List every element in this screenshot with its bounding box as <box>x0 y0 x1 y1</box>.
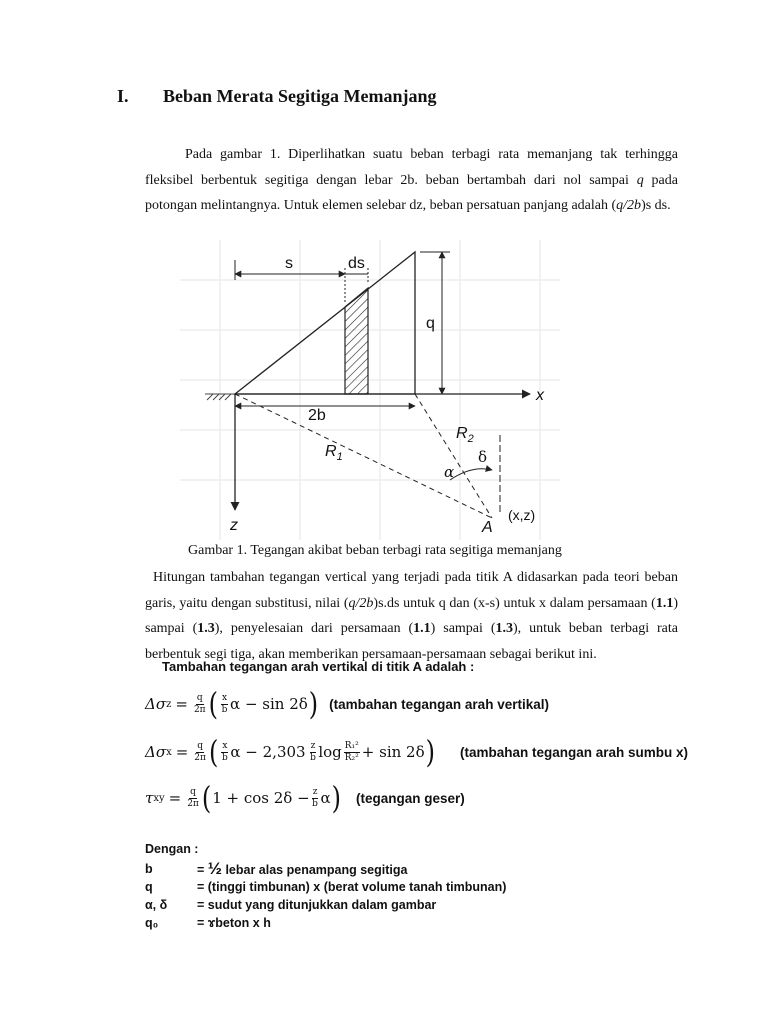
def-val: = ½ lebar alas penampang segitiga <box>197 859 408 878</box>
label-x: x <box>536 387 544 404</box>
eq1-note: (tambahan tegangan arah vertikal) <box>329 696 549 712</box>
eq1-body: α − sin 2δ <box>230 695 308 713</box>
eq1-lhs-sub: z <box>166 698 172 710</box>
section-heading <box>117 86 436 107</box>
p2-t6: ), untuk beban terbagi rata berbentuk segi tiga, akan memberikan persamaan-persamaan sebagai berikut ini. <box>145 621 679 662</box>
definition-row <box>145 914 506 932</box>
label-r2: $R_2$ <box>456 425 474 445</box>
p2-ref1b: 1.1 <box>413 621 431 636</box>
def-val: = ɤbeton x h <box>197 916 271 930</box>
triangle-load-figure <box>180 240 580 540</box>
eq3-lhs-sub: xy <box>153 792 165 804</box>
p1-text-a: Pada gambar 1. Diperlihatkan suatu beban terbagi rata memanjang tak terhingga fleksibel berbentuk segitiga dengan lebar 2b. beban bertambah dari nol sampai <box>145 147 678 188</box>
definitions-title: Dengan : <box>145 842 199 856</box>
body-paragraph <box>145 565 678 667</box>
p1-q: q <box>636 172 644 188</box>
section-number: I. <box>117 86 129 106</box>
p2-frac: q/2b <box>348 595 374 611</box>
eq2-lhs: Δσ <box>145 743 167 761</box>
eq2-body-b: log <box>318 743 342 761</box>
definition-row <box>145 860 506 878</box>
eq2-body-c: + sin 2δ <box>361 743 425 761</box>
equation-sigma-z: Δσ z = $\frac{q}{2\pi}$ ( $\frac{x}{b}$ α − sin 2δ ) (tambahan tegangan arah vertikal) <box>145 685 549 723</box>
label-xz: (x,z) <box>508 507 536 523</box>
figure-caption: Gambar 1. Tegangan akibat beban terbagi rata segitiga memanjang <box>188 543 562 558</box>
p2-t1: Hitungan tambahan tegangan vertical yang terjadi pada titik A didasarkan pada teori beban garis, yaitu dengan substitusi, nilai ( <box>145 570 678 611</box>
p1-text-b: pada potongan melintangnya. Untuk elemen selebar dz, beban persatuan panjang adalah ( <box>145 172 678 213</box>
equation-sigma-x: Δσ x = $\frac{q}{2\pi}$ ( $\frac{x}{b}$ α − 2,303 $\frac{z}{b}$ log $\frac{\text{R₁²}}{\text{R₂²}}$ + sin 2δ ) (tambahan tegangan arah sumbu x) <box>145 733 689 771</box>
ds-strip <box>345 288 368 394</box>
p2-ref3: 1.3 <box>197 621 215 636</box>
eq1-lhs: Δσ <box>145 695 167 713</box>
triangle-load <box>235 252 415 394</box>
def-key: α, δ <box>145 898 168 912</box>
eq3-note: (tegangan geser) <box>355 790 465 806</box>
p2-ref1: 1.1 <box>655 595 674 611</box>
label-ds: ds <box>348 255 365 272</box>
eq2-note: (tambahan tegangan arah sumbu x) <box>460 744 689 760</box>
eq2-lhs-sub: x <box>166 746 172 758</box>
label-a: A <box>482 519 493 536</box>
definition-row <box>145 896 506 914</box>
def-key: q <box>145 880 153 894</box>
equation-intro: Tambahan tegangan arah vertikal di titik A adalah : <box>162 659 475 674</box>
def-key: b <box>145 862 153 876</box>
eq3-body-a: 1 + cos 2δ − <box>212 789 310 807</box>
label-r1: $R_1$ <box>325 443 343 463</box>
label-2b: 2b <box>308 407 326 424</box>
def-val: = sudut yang ditunjukkan dalam gambar <box>197 898 437 912</box>
intro-paragraph <box>145 142 678 219</box>
label-z: z <box>230 517 238 534</box>
p1-text-c: )s ds. <box>641 198 671 213</box>
definitions-list <box>145 842 506 932</box>
p2-t2: )s.ds untuk q dan (x-s) untuk x dalam persamaan ( <box>373 595 656 611</box>
p1-frac: q/2b <box>616 198 642 213</box>
eq3-body-b: α <box>320 789 331 807</box>
p2-t3: ) sampai ( <box>145 595 678 636</box>
definition-row <box>145 878 506 896</box>
p2-ref3b: 1.3 <box>495 621 513 636</box>
label-alpha: α <box>444 463 455 481</box>
equation-tau-xy: τ xy = $\frac{q}{2\pi}$ ( 1 + cos 2δ − $\frac{z}{b}$ α ) (tegangan geser) <box>145 779 465 817</box>
eq2-body-a: α − 2,303 <box>230 743 306 761</box>
label-s: s <box>285 255 293 272</box>
eq3-lhs: τ <box>145 789 154 807</box>
label-q: q <box>426 315 435 332</box>
def-val: = (tinggi timbunan) x (berat volume tanah timbunan) <box>197 880 507 894</box>
p2-t5: ) sampai ( <box>430 621 496 636</box>
p2-t4: ), penyelesaian dari persamaan ( <box>214 621 414 636</box>
section-title: Beban Merata Segitiga Memanjang <box>163 86 437 106</box>
def-key: q₀ <box>145 916 159 930</box>
label-delta: δ <box>478 448 488 466</box>
